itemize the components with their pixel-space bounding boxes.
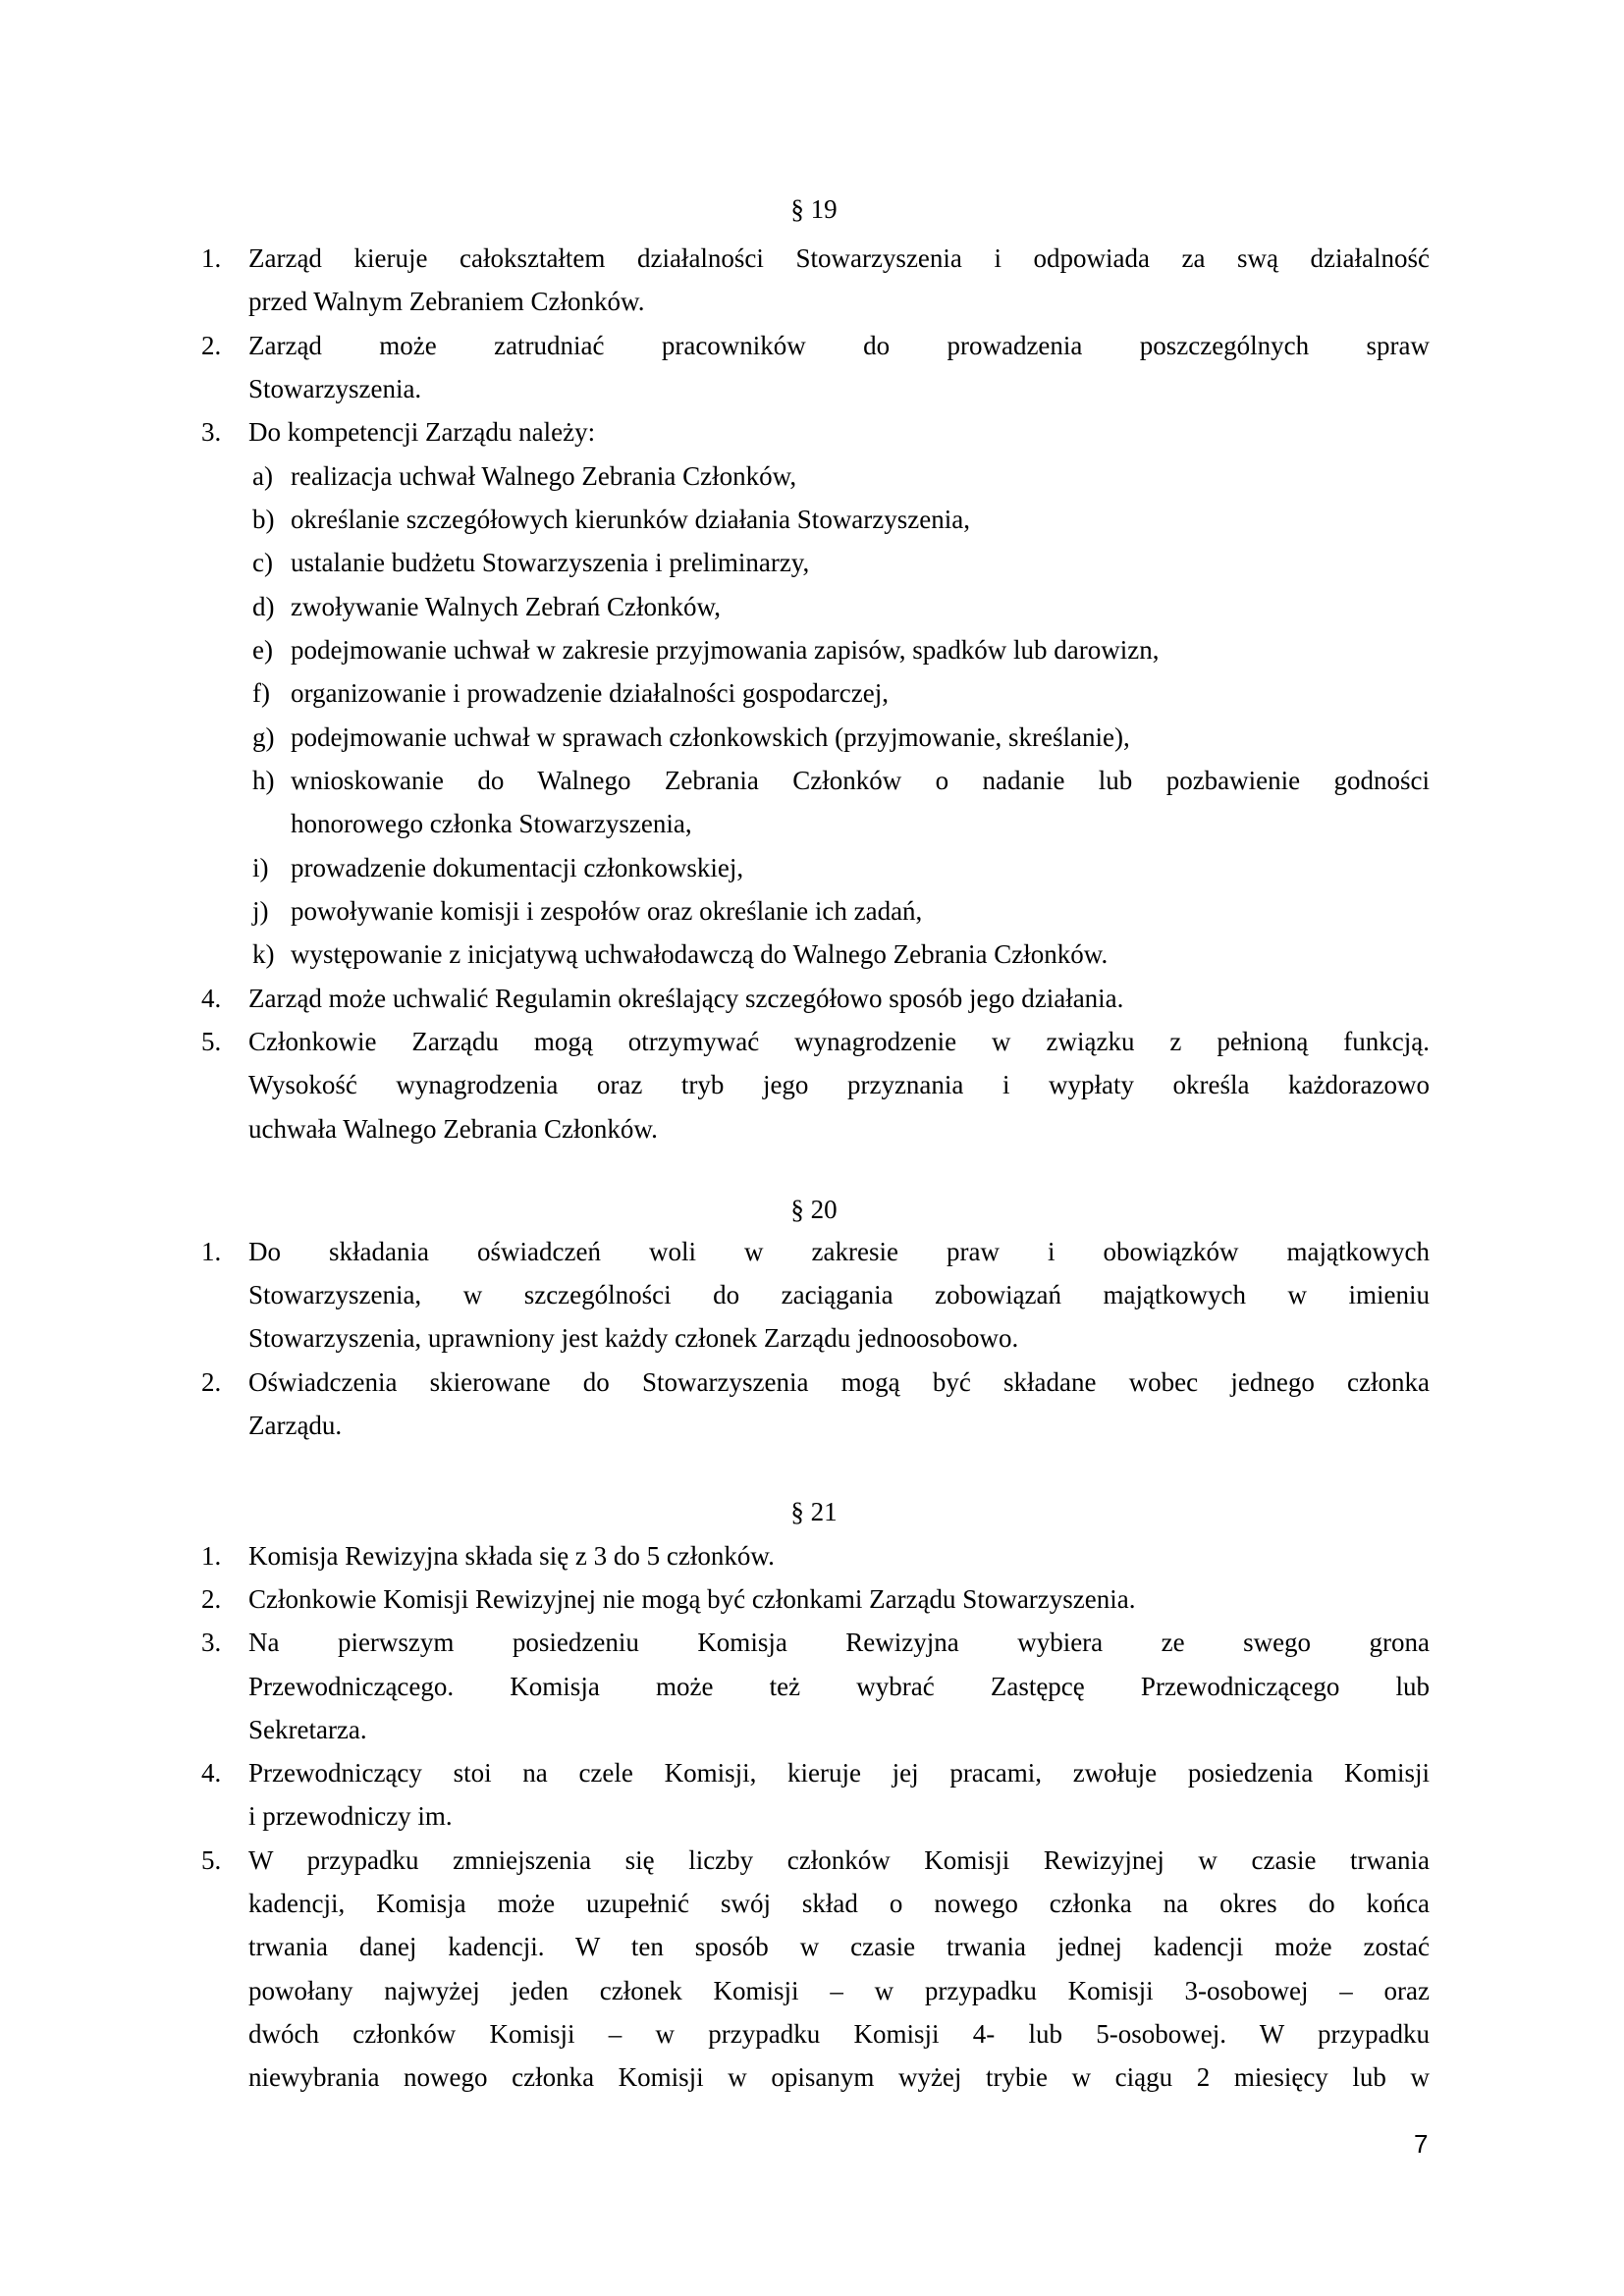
item-number: 1. [201, 1541, 222, 1571]
item-number: 5. [201, 1845, 222, 1875]
item-text-line: Do kompetencji Zarządu należy: [248, 417, 596, 447]
item-text-line: Zarząd może uchwalić Regulamin określający szczegółowo sposób jego działania. [248, 984, 1124, 1013]
item-text-line: i przewodniczy im. [248, 1801, 453, 1831]
subitem-letter: f) [252, 678, 270, 708]
item-text-line: dwóch członków Komisji – w przypadku Komisji 4- lub 5-osobowej. W przypadku [248, 2019, 1430, 2049]
item-text-line: Stowarzyszenia, w szczególności do zaciągania zobowiązań majątkowych w imieniu [248, 1280, 1430, 1309]
subitem-letter: h) [252, 766, 275, 795]
item-text-line: Przewodniczącego. Komisja może też wybrać Zastępcę Przewodniczącego lub [248, 1672, 1430, 1701]
subitem-text-line: realizacja uchwał Walnego Zebrania Członków, [291, 461, 797, 491]
item-number: 4. [201, 984, 222, 1013]
item-number: 4. [201, 1758, 222, 1788]
item-text-line: Członkowie Zarządu mogą otrzymywać wynagrodzenie w związku z pełnioną funkcją. [248, 1027, 1430, 1056]
item-number: 2. [201, 1584, 222, 1614]
subitem-letter: g) [252, 722, 275, 752]
item-number: 2. [201, 1367, 222, 1397]
subitem-letter: e) [252, 635, 273, 665]
item-text-line: Zarząd może zatrudniać pracowników do prowadzenia poszczególnych spraw [248, 331, 1430, 360]
item-text-line: Członkowie Komisji Rewizyjnej nie mogą być członkami Zarządu Stowarzyszenia. [248, 1584, 1136, 1614]
subitem-text-line: zwoływanie Walnych Zebrań Członków, [291, 592, 721, 621]
subitem-text-line: wnioskowanie do Walnego Zebrania Członków o nadanie lub pozbawienie godności [291, 766, 1430, 795]
item-text-line: uchwała Walnego Zebrania Członków. [248, 1114, 658, 1144]
item-number: 1. [201, 243, 222, 273]
subitem-text-line: honorowego członka Stowarzyszenia, [291, 809, 692, 838]
item-text-line: Stowarzyszenia. [248, 374, 422, 403]
item-text-line: Na pierwszym posiedzeniu Komisja Rewizyjna wybiera ze swego grona [248, 1628, 1430, 1657]
item-text-line: Wysokość wynagrodzenia oraz tryb jego przyznania i wypłaty określa każdorazowo [248, 1070, 1430, 1099]
item-text-line: Zarządu. [248, 1411, 343, 1440]
item-text-line: Oświadczenia skierowane do Stowarzyszenia mogą być składane wobec jednego członka [248, 1367, 1430, 1397]
subitem-text-line: określanie szczegółowych kierunków działania Stowarzyszenia, [291, 505, 970, 534]
subitem-text-line: ustalanie budżetu Stowarzyszenia i preliminarzy, [291, 548, 810, 577]
item-text-line: Do składania oświadczeń woli w zakresie praw i obowiązków majątkowych [248, 1237, 1430, 1266]
item-text-line: Przewodniczący stoi na czele Komisji, kieruje jej pracami, zwołuje posiedzenia Komisji [248, 1758, 1430, 1788]
subitem-text-line: występowanie z inicjatywą uchwałodawczą do Walnego Zebrania Członków. [291, 939, 1109, 969]
item-text-line: przed Walnym Zebraniem Członków. [248, 287, 645, 316]
subitem-text-line: organizowanie i prowadzenie działalności gospodarczej, [291, 678, 890, 708]
subitem-letter: c) [252, 548, 273, 577]
section-heading-19: § 19 [790, 194, 838, 224]
subitem-letter: j) [252, 896, 269, 926]
subitem-letter: b) [252, 505, 275, 534]
item-text-line: Sekretarza. [248, 1715, 367, 1744]
item-number: 3. [201, 1628, 222, 1657]
item-text-line: Stowarzyszenia, uprawniony jest każdy członek Zarządu jednoosobowo. [248, 1323, 1019, 1353]
subitem-letter: d) [252, 592, 275, 621]
subitem-letter: i) [252, 853, 269, 882]
item-text-line: trwania danej kadencji. W ten sposób w czasie trwania jednej kadencji może zostać [248, 1932, 1430, 1961]
item-text-line: Komisja Rewizyjna składa się z 3 do 5 członków. [248, 1541, 775, 1571]
subitem-text-line: podejmowanie uchwał w sprawach członkowskich (przyjmowanie, skreślanie), [291, 722, 1130, 752]
subitem-text-line: podejmowanie uchwał w zakresie przyjmowania zapisów, spadków lub darowizn, [291, 635, 1160, 665]
item-number: 2. [201, 331, 222, 360]
page-number: 7 [1414, 2129, 1429, 2159]
section-heading-21: § 21 [790, 1497, 838, 1526]
item-number: 5. [201, 1027, 222, 1056]
subitem-text-line: powoływanie komisji i zespołów oraz określanie ich zadań, [291, 896, 923, 926]
item-text-line: Zarząd kieruje całokształtem działalności Stowarzyszenia i odpowiada za swą działalność [248, 243, 1430, 273]
subitem-letter: k) [252, 939, 275, 969]
section-heading-20: § 20 [790, 1195, 838, 1224]
subitem-text-line: prowadzenie dokumentacji członkowskiej, [291, 853, 744, 882]
item-text-line: powołany najwyżej jeden członek Komisji – w przypadku Komisji 3-osobowej – oraz [248, 1976, 1430, 2005]
item-text-line: kadencji, Komisja może uzupełnić swój skład o nowego członka na okres do końca [248, 1889, 1430, 1918]
subitem-letter: a) [252, 461, 273, 491]
item-number: 1. [201, 1237, 222, 1266]
item-text-line: W przypadku zmniejszenia się liczby członków Komisji Rewizyjnej w czasie trwania [248, 1845, 1430, 1875]
item-number: 3. [201, 417, 222, 447]
item-text-line: niewybrania nowego członka Komisji w opisanym wyżej trybie w ciągu 2 miesięcy lub w [248, 2062, 1430, 2092]
